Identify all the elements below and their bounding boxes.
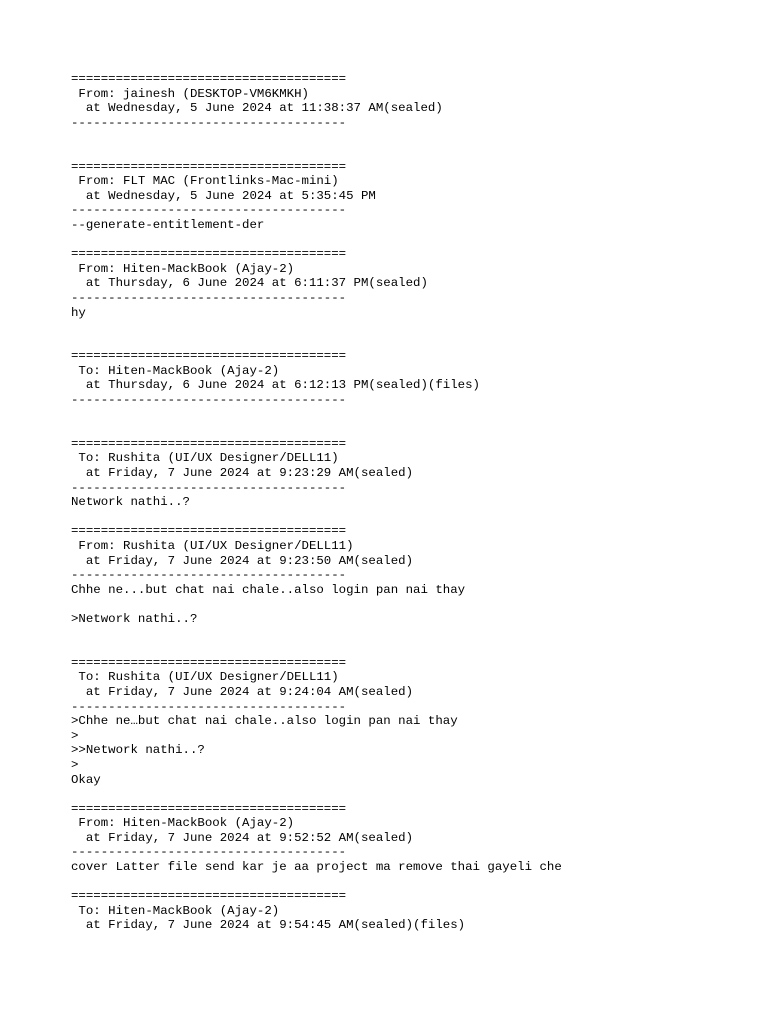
message-separator: ===================================== <box>71 801 347 816</box>
blank-line <box>71 627 751 642</box>
message-body-line: Chhe ne...but chat nai chale..also login pan nai thay <box>71 582 466 597</box>
blank-line <box>71 335 751 350</box>
message-body-line: > <box>71 757 79 772</box>
chat-log-document <box>71 72 751 933</box>
message-sender: To: Hiten-MackBook (Ajay-2) <box>71 903 280 918</box>
message-separator: ===================================== <box>71 159 347 174</box>
message-timestamp: at Friday, 7 June 2024 at 9:24:04 AM(sealed) <box>71 684 414 699</box>
message-timestamp: at Friday, 7 June 2024 at 9:52:52 AM(sealed) <box>71 830 414 845</box>
header-divider: ------------------------------------- <box>71 480 347 495</box>
message-timestamp: at Wednesday, 5 June 2024 at 5:35:45 PM <box>71 188 376 203</box>
message-sender: From: Hiten-MackBook (Ajay-2) <box>71 816 295 831</box>
header-divider: ------------------------------------- <box>71 568 347 583</box>
header-divider: ------------------------------------- <box>71 393 347 408</box>
blank-line <box>71 408 751 423</box>
message-separator: ===================================== <box>71 349 347 364</box>
message-body-line: Okay <box>71 772 101 787</box>
blank-line <box>71 320 751 335</box>
message-body-line: cover Latter file send kar je aa project ma remove thai gayeli che <box>71 860 562 875</box>
blank-line <box>71 787 751 802</box>
message-separator: ===================================== <box>71 524 347 539</box>
message-sender: From: jainesh (DESKTOP-VM6KMKH) <box>71 86 309 101</box>
blank-line <box>71 233 751 248</box>
message-body-line: >Network nathi..? <box>71 611 198 626</box>
message-sender: To: Rushita (UI/UX Designer/DELL11) <box>71 451 339 466</box>
message-body-line: >Chhe ne…but chat nai chale..also login pan nai thay <box>71 714 458 729</box>
message-timestamp: at Friday, 7 June 2024 at 9:23:50 AM(sealed) <box>71 553 414 568</box>
header-divider: ------------------------------------- <box>71 290 347 305</box>
message-timestamp: at Thursday, 6 June 2024 at 6:11:37 PM(sealed) <box>71 276 428 291</box>
blank-line <box>71 641 751 656</box>
message-body-line: Network nathi..? <box>71 495 190 510</box>
blank-line <box>71 145 751 160</box>
message-timestamp: at Friday, 7 June 2024 at 9:54:45 AM(sealed)(files) <box>71 918 466 933</box>
message-timestamp: at Wednesday, 5 June 2024 at 11:38:37 AM(sealed) <box>71 101 443 116</box>
message-body-line: hy <box>71 305 86 320</box>
blank-line <box>71 875 751 890</box>
blank-line <box>71 130 751 145</box>
message-sender: From: FLT MAC (Frontlinks-Mac-mini) <box>71 174 339 189</box>
message-body-line: >>Network nathi..? <box>71 743 205 758</box>
message-separator: ===================================== <box>71 889 347 904</box>
message-sender: To: Rushita (UI/UX Designer/DELL11) <box>71 670 339 685</box>
message-timestamp: at Friday, 7 June 2024 at 9:23:29 AM(sealed) <box>71 466 414 481</box>
header-divider: ------------------------------------- <box>71 699 347 714</box>
message-separator: ===================================== <box>71 436 347 451</box>
header-divider: ------------------------------------- <box>71 845 347 860</box>
message-sender: From: Hiten-MackBook (Ajay-2) <box>71 261 295 276</box>
header-divider: ------------------------------------- <box>71 115 347 130</box>
blank-line <box>71 510 751 525</box>
message-body-line: > <box>71 728 79 743</box>
blank-line <box>71 597 751 612</box>
message-body-line: --generate-entitlement-der <box>71 217 265 232</box>
message-separator: ===================================== <box>71 247 347 262</box>
message-sender: To: Hiten-MackBook (Ajay-2) <box>71 363 280 378</box>
message-separator: ===================================== <box>71 655 347 670</box>
header-divider: ------------------------------------- <box>71 203 347 218</box>
message-sender: From: Rushita (UI/UX Designer/DELL11) <box>71 539 354 553</box>
blank-line <box>71 422 751 437</box>
message-separator: ===================================== <box>71 72 347 86</box>
message-timestamp: at Thursday, 6 June 2024 at 6:12:13 PM(sealed)(files) <box>71 378 480 393</box>
